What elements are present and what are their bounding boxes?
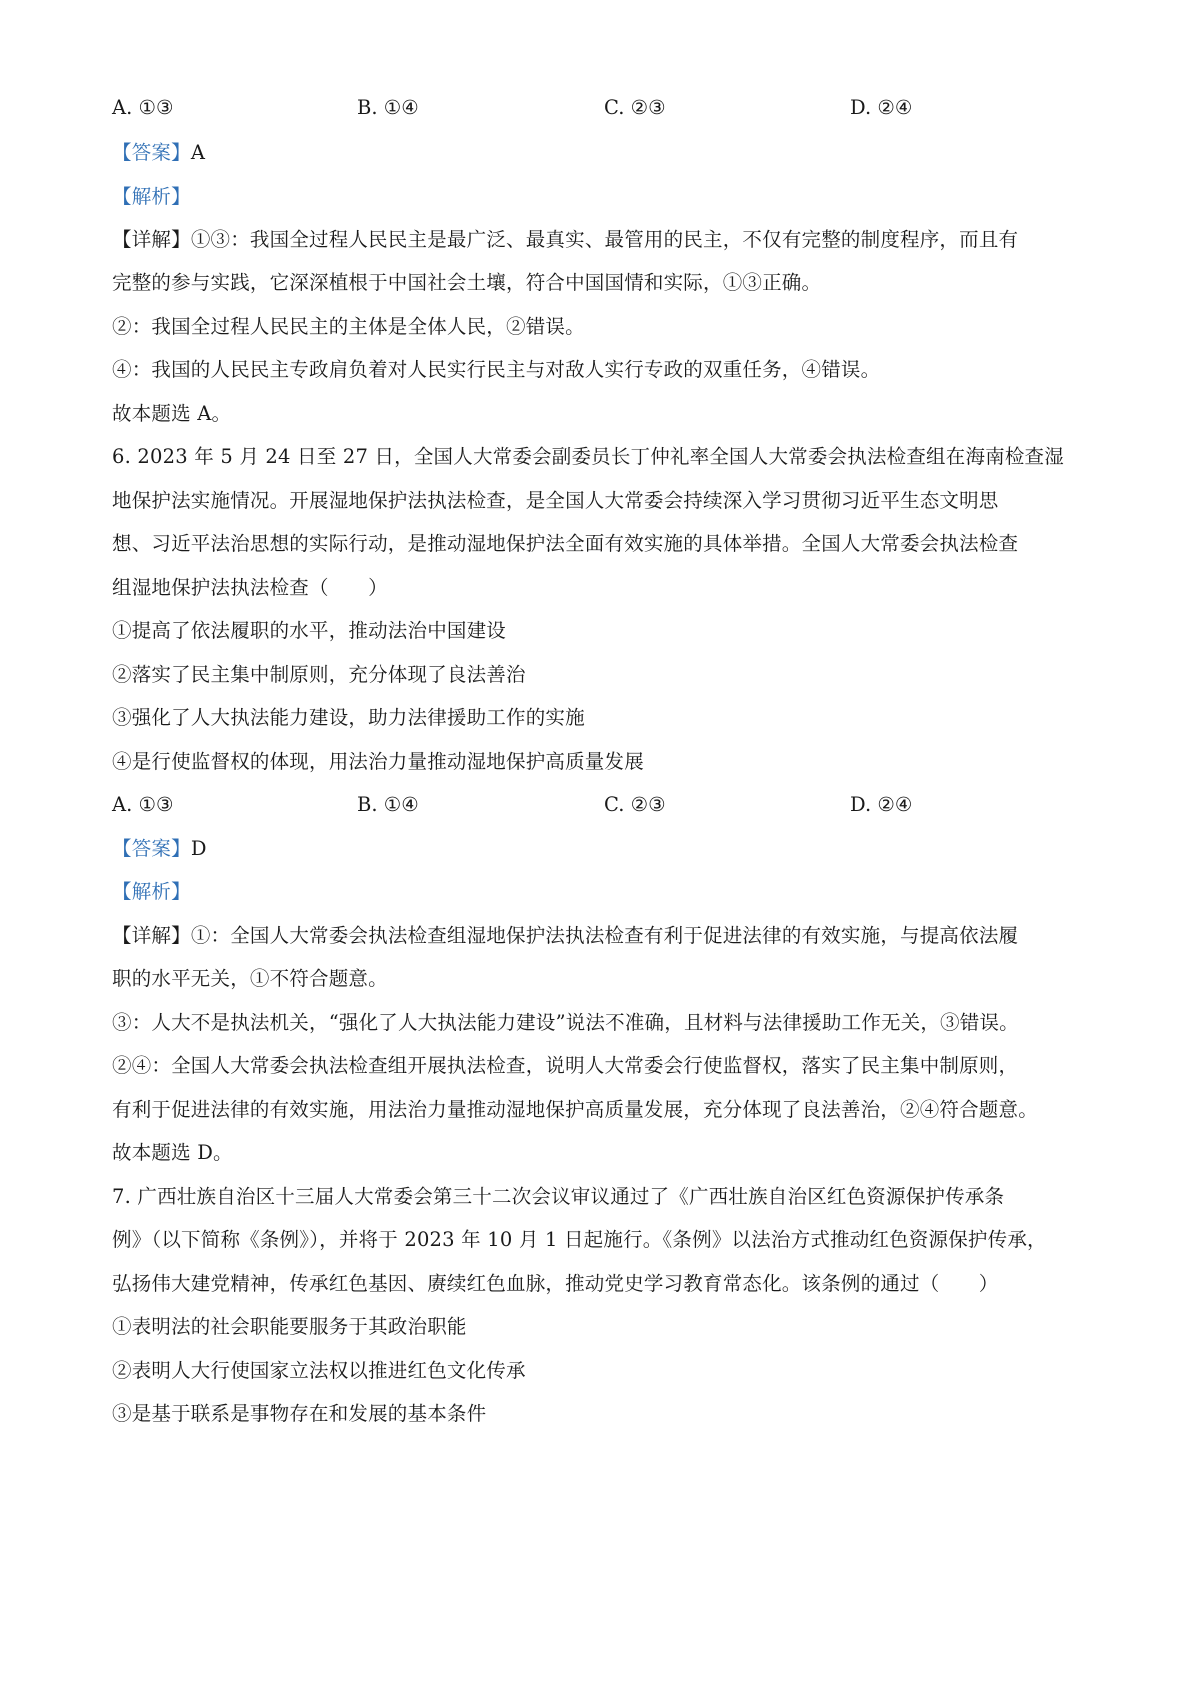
detail-tag: 【详解】 (112, 924, 191, 947)
q6-statement-2: ②落实了民主集中制原则，充分体现了良法善治 (112, 663, 526, 686)
answer-value: D (190, 837, 207, 860)
detail-text: ①③：我国全过程人民民主是最广泛、最真实、最管用的民主，不仅有完整的制度程序，而且有 (190, 228, 1019, 251)
q6-stem-line-1: 6. 2023 年 5 月 24 日至 27 日，全国人大常委会副委员长丁仲礼率全国人大常委会执法检查组在海南检查湿 (112, 445, 1064, 468)
q5-detail-line-3: ②：我国全过程人民民主的主体是全体人民，②错误。 (112, 315, 585, 338)
q6-stem-line-2: 地保护法实施情况。开展湿地保护法执法检查，是全国人大常委会持续深入学习贯彻习近平生态文明思 (112, 489, 999, 512)
q6-detail-line-5: 有利于促进法律的有效实施，用法治力量推动湿地保护高质量发展，充分体现了良法善治，②④符合题意。 (112, 1098, 1038, 1121)
q6-option-b: B. ①④ (357, 793, 419, 816)
q6-option-d: D. ②④ (850, 793, 913, 816)
q7-statement-1: ①表明法的社会职能要服务于其政治职能 (112, 1315, 467, 1338)
q6-detail-line-1 (112, 923, 1018, 949)
q6-option-c: C. ②③ (604, 793, 666, 816)
q6-detail-line-3: ③：人大不是执法机关，“强化了人大执法能力建设”说法不准确，且材料与法律援助工作无关，③错误。 (112, 1011, 1019, 1034)
detail-text: ①：全国人大常委会执法检查组湿地保护法执法检查有利于促进法律的有效实施，与提高依法履 (190, 924, 1019, 947)
q5-detail-line-1 (112, 227, 1018, 253)
q7-stem-line-1: 7. 广西壮族自治区十三届人大常委会第三十二次会议审议通过了《广西壮族自治区红色资源保护传承条 (112, 1185, 1005, 1208)
q6-analysis (112, 879, 191, 905)
q5-analysis (112, 184, 191, 210)
q7-stem-line-3: 弘扬伟大建党精神，传承红色基因、赓续红色血脉，推动党史学习教育常态化。该条例的通过（ ） (112, 1272, 999, 1295)
q7-stem-line-2: 例》（以下简称《条例》），并将于 2023 年 10 月 1 日起施行。《条例》以法治方式推动红色资源保护传承， (112, 1228, 1047, 1251)
q6-answer (112, 836, 207, 862)
answer-value: A (190, 141, 206, 164)
q7-statement-2: ②表明人大行使国家立法权以推进红色文化传承 (112, 1359, 526, 1382)
analysis-tag: 【解析】 (112, 880, 191, 903)
q6-statement-3: ③强化了人大执法能力建设，助力法律援助工作的实施 (112, 706, 585, 729)
q5-option-c: C. ②③ (604, 96, 666, 119)
detail-tag: 【详解】 (112, 228, 191, 251)
q6-detail-line-2: 职的水平无关，①不符合题意。 (112, 967, 388, 990)
q5-detail-line-4: ④：我国的人民民主专政肩负着对人民实行民主与对敌人实行专政的双重任务，④错误。 (112, 358, 881, 381)
analysis-tag: 【解析】 (112, 185, 191, 208)
q5-option-a: A. ①③ (112, 96, 174, 119)
q5-conclusion: 故本题选 A。 (112, 402, 232, 425)
q5-detail-line-2: 完整的参与实践，它深深植根于中国社会土壤，符合中国国情和实际，①③正确。 (112, 271, 822, 294)
q5-option-d: D. ②④ (850, 96, 913, 119)
q6-detail-line-4: ②④：全国人大常委会执法检查组开展执法检查，说明人大常委会行使监督权，落实了民主集中制原则， (112, 1054, 1019, 1077)
q6-conclusion: 故本题选 D。 (112, 1141, 233, 1164)
q5-answer (112, 140, 205, 166)
answer-tag: 【答案】 (112, 837, 191, 860)
q7-statement-3: ③是基于联系是事物存在和发展的基本条件 (112, 1402, 487, 1425)
q6-stem-line-4: 组湿地保护法执法检查（ ） (112, 576, 388, 599)
q6-statement-1: ①提高了依法履职的水平，推动法治中国建设 (112, 619, 507, 642)
answer-tag: 【答案】 (112, 141, 191, 164)
q6-option-a: A. ①③ (112, 793, 174, 816)
q6-stem-line-3: 想、习近平法治思想的实际行动，是推动湿地保护法全面有效实施的具体举措。全国人大常委会执法检查 (112, 532, 1019, 555)
q6-statement-4: ④是行使监督权的体现，用法治力量推动湿地保护高质量发展 (112, 750, 644, 773)
q5-option-b: B. ①④ (357, 96, 419, 119)
